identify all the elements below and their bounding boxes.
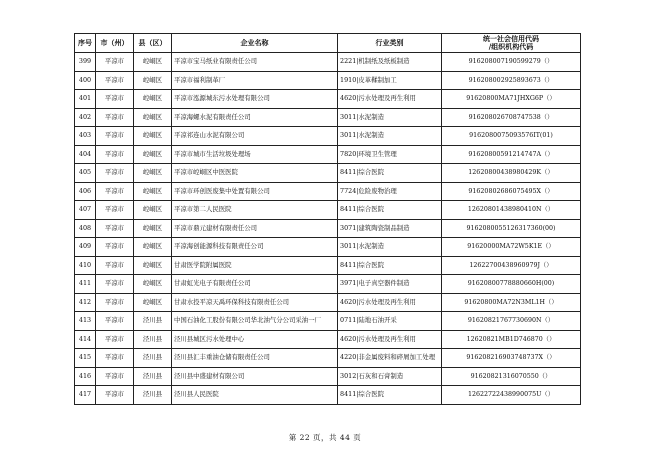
cell-seq: 403 [75,127,96,146]
cell-industry: 8411|综合医院 [338,164,442,183]
cell-industry: 3971|电子真空器件制造 [338,275,442,294]
cell-seq: 399 [75,53,96,72]
cell-county: 崆峒区 [134,108,172,127]
cell-county: 崆峒区 [134,145,172,164]
cell-company: 甘肃医学院附属医院 [172,256,338,275]
table-row [75,256,581,275]
cell-company: 平凉市城市生活垃圾处理场 [172,145,338,164]
cell-city: 平凉市 [96,275,134,294]
cell-code: 91620821316070550（） [442,367,581,386]
header-city: 市（州） [96,34,134,53]
cell-county: 泾川县 [134,349,172,368]
cell-city: 平凉市 [96,312,134,331]
table-row [75,182,581,201]
cell-industry: 3011|水泥制造 [338,127,442,146]
cell-city: 平凉市 [96,367,134,386]
table-row [75,330,581,349]
cell-county: 崆峒区 [134,238,172,257]
table-row [75,71,581,90]
cell-industry: 1910|皮革鞣制加工 [338,71,442,90]
cell-city: 平凉市 [96,201,134,220]
cell-code: 91620821767730690N（） [442,312,581,331]
cell-industry: 8411|综合医院 [338,256,442,275]
cell-company: 平凉市崆峒区中医医院 [172,164,338,183]
cell-code: 916208002925893673（） [442,71,581,90]
cell-industry: 8411|综合医院 [338,201,442,220]
cell-seq: 406 [75,182,96,201]
cell-city: 平凉市 [96,238,134,257]
page-footer: 第 22 页，共 44 页 [288,433,362,442]
cell-industry: 8411|综合医院 [338,386,442,405]
cell-seq: 404 [75,145,96,164]
cell-code: 9162080075093576IT(01) [442,127,581,146]
cell-company: 平凉市泓源城东污水处理有限公司 [172,90,338,109]
cell-seq: 410 [75,256,96,275]
cell-county: 泾川县 [134,330,172,349]
cell-seq: 405 [75,164,96,183]
cell-industry: 2221|机制纸及纸板制造 [338,53,442,72]
table-row [75,127,581,146]
cell-seq: 415 [75,349,96,368]
cell-company: 平凉祁连山水泥有限公司 [172,127,338,146]
cell-seq: 402 [75,108,96,127]
cell-code: 12620800438980429K（） [442,164,581,183]
table-header-row [75,34,581,53]
table-row [75,145,581,164]
cell-industry: 3012|石灰和石膏制造 [338,367,442,386]
cell-company: 泾川县城区污水处理中心 [172,330,338,349]
cell-code: 9162080055126317360(00) [442,219,581,238]
cell-county: 崆峒区 [134,71,172,90]
cell-industry: 4620|污水处理及再生利用 [338,330,442,349]
page-sheet [74,33,580,405]
header-code: 统一社会信用代码 /组织机构代码 [442,34,581,53]
cell-code: 916208007190599279（） [442,53,581,72]
table-row [75,53,581,72]
header-industry: 行业类别 [338,34,442,53]
cell-industry: 4620|污水处理及再生利用 [338,90,442,109]
cell-company: 平凉市环创医废集中处置有限公司 [172,182,338,201]
header-seq: 序号 [75,34,96,53]
cell-county: 崆峒区 [134,201,172,220]
table-row [75,275,581,294]
cell-industry: 7820|环境卫生管理 [338,145,442,164]
cell-company: 平凉市福利制革厂 [172,71,338,90]
cell-company: 甘肃虹光电子有限责任公司 [172,275,338,294]
cell-city: 平凉市 [96,108,134,127]
cell-seq: 400 [75,71,96,90]
cell-city: 平凉市 [96,164,134,183]
cell-code: 91620800778880660H(00) [442,275,581,294]
cell-industry: 3011|水泥制造 [338,108,442,127]
cell-industry: 3071|建筑陶瓷制品制造 [338,219,442,238]
cell-industry: 4220|非金属废料和碎屑加工处理 [338,349,442,368]
cell-company: 平凉市宝马纸业有限责任公司 [172,53,338,72]
cell-city: 平凉市 [96,349,134,368]
cell-code: 916208216903748737X（） [442,349,581,368]
header-company: 企业名称 [172,34,338,53]
cell-industry: 7724|危险废物治理 [338,182,442,201]
cell-seq: 413 [75,312,96,331]
table-row [75,238,581,257]
cell-code: 91620800MA72N3ML1H（） [442,293,581,312]
cell-code: 91620800591214747A（） [442,145,581,164]
cell-city: 平凉市 [96,293,134,312]
cell-company: 平凉市鼎元建材有限责任公司 [172,219,338,238]
cell-city: 平凉市 [96,219,134,238]
cell-industry: 4620|污水处理及再生利用 [338,293,442,312]
cell-city: 平凉市 [96,90,134,109]
table-row [75,201,581,220]
cell-industry: 3011|水泥制造 [338,238,442,257]
cell-company: 泾川县人民医院 [172,386,338,405]
cell-code: 91620802686075495X（） [442,182,581,201]
table-row [75,293,581,312]
table-row [75,312,581,331]
cell-city: 平凉市 [96,127,134,146]
cell-city: 平凉市 [96,256,134,275]
cell-county: 崆峒区 [134,90,172,109]
cell-code: 12620801438980410N（） [442,201,581,220]
cell-code: 12622722438990075U（） [442,386,581,405]
cell-city: 平凉市 [96,182,134,201]
cell-seq: 412 [75,293,96,312]
table-row [75,90,581,109]
cell-company: 中国石油化工股份有限公司华北油气分公司采油一厂 [172,312,338,331]
cell-company: 平凉市第二人民医院 [172,201,338,220]
cell-code: 916208026708747538（） [442,108,581,127]
cell-company: 泾川县汇丰重油仓储有限责任公司 [172,349,338,368]
cell-county: 崆峒区 [134,219,172,238]
cell-county: 崆峒区 [134,53,172,72]
table-row [75,386,581,405]
cell-seq: 416 [75,367,96,386]
cell-seq: 411 [75,275,96,294]
header-county: 县（区） [134,34,172,53]
cell-seq: 401 [75,90,96,109]
cell-county: 泾川县 [134,367,172,386]
enterprise-table [74,33,581,405]
cell-seq: 409 [75,238,96,257]
table-row [75,367,581,386]
cell-seq: 414 [75,330,96,349]
cell-city: 平凉市 [96,386,134,405]
table-row [75,349,581,368]
cell-code: 12622700438960979J（） [442,256,581,275]
table-row [75,219,581,238]
cell-code: 12620821MB1D746870（） [442,330,581,349]
cell-seq: 408 [75,219,96,238]
cell-seq: 407 [75,201,96,220]
cell-county: 崆峒区 [134,275,172,294]
cell-company: 平凉海螺水泥有限责任公司 [172,108,338,127]
cell-seq: 417 [75,386,96,405]
cell-industry: 0711|陆地石油开采 [338,312,442,331]
cell-city: 平凉市 [96,330,134,349]
cell-company: 甘肃水投平凉天禹环保科技有限责任公司 [172,293,338,312]
cell-city: 平凉市 [96,145,134,164]
cell-code: 91620800MA71JHXG6P（） [442,90,581,109]
table-row [75,108,581,127]
cell-county: 崆峒区 [134,256,172,275]
cell-county: 泾川县 [134,386,172,405]
cell-code: 91620000MA72W5K1E（） [442,238,581,257]
cell-city: 平凉市 [96,71,134,90]
cell-company: 平凉海创能源科技有限责任公司 [172,238,338,257]
cell-county: 崆峒区 [134,164,172,183]
cell-county: 崆峒区 [134,293,172,312]
cell-county: 泾川县 [134,312,172,331]
cell-company: 泾川县中盛建材有限公司 [172,367,338,386]
table-row [75,164,581,183]
cell-county: 崆峒区 [134,182,172,201]
cell-county: 崆峒区 [134,127,172,146]
cell-city: 平凉市 [96,53,134,72]
